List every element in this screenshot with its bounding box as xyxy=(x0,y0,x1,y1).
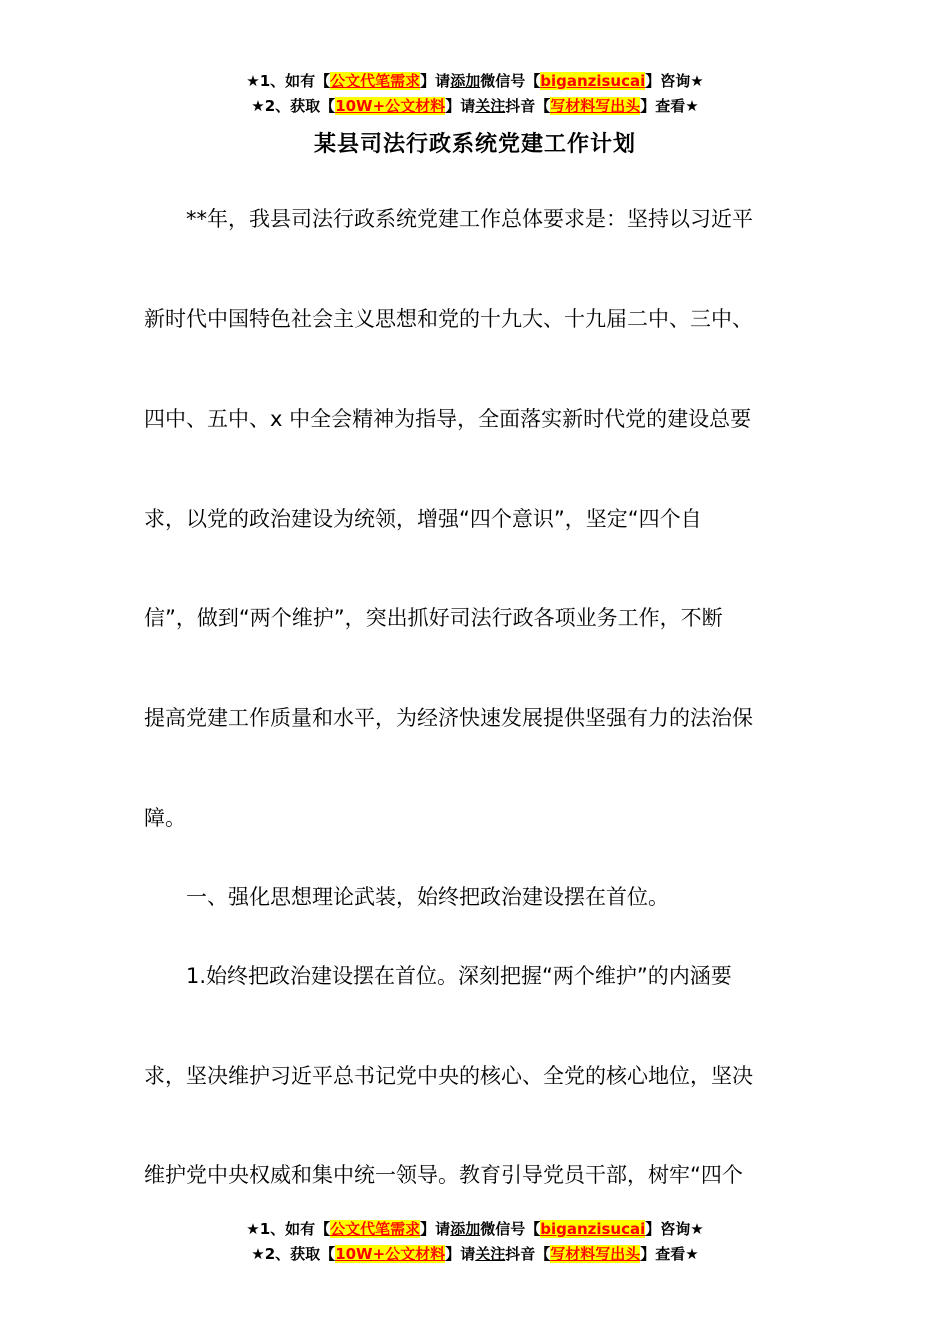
body-line: **年，我县司法行政系统党建工作总体要求是：坚持以习近平 xyxy=(144,207,753,231)
banner-text: ★1、如有【 xyxy=(246,1220,331,1238)
header-banner xyxy=(0,69,950,119)
banner-highlight-douyin: 写材料写出头 xyxy=(550,97,641,115)
banner-highlight-wechat: biganzisucai xyxy=(540,1220,646,1238)
banner-text: 微信号【 xyxy=(480,72,541,90)
banner-text: ★2、获取【 xyxy=(251,97,336,115)
body-line: 信”，做到“两个维护”，突出抓好司法行政各项业务工作，不断 xyxy=(144,606,723,630)
banner-text: 抖音【 xyxy=(505,97,551,115)
banner-highlight-service: 公文代笔需求 xyxy=(330,72,421,90)
banner-highlight-wechat: biganzisucai xyxy=(540,72,646,90)
banner-text: 】请 xyxy=(420,1220,451,1238)
banner-text: ★2、获取【 xyxy=(251,1245,336,1263)
banner-text: 】查看★ xyxy=(640,97,699,115)
banner-highlight-service: 公文代笔需求 xyxy=(330,1220,421,1238)
banner-line-2 xyxy=(0,94,950,119)
body-line: 维护党中央权威和集中统一领导。教育引导党员干部，树牢“四个 xyxy=(144,1163,743,1187)
banner-text: 】咨询★ xyxy=(645,72,704,90)
body-line: 提高党建工作质量和水平，为经济快速发展提供坚强有力的法治保 xyxy=(144,706,753,730)
body-line: 求，坚决维护习近平总书记党中央的核心、全党的核心地位，坚决 xyxy=(144,1064,753,1088)
banner-highlight-materials: 10W+公文材料 xyxy=(335,97,446,115)
banner-highlight-materials: 10W+公文材料 xyxy=(335,1245,446,1263)
banner-text: 】请 xyxy=(445,1245,476,1263)
banner-text: 】请 xyxy=(445,97,476,115)
banner-underline-follow: 关注 xyxy=(475,1245,506,1263)
banner-text: ★1、如有【 xyxy=(246,72,331,90)
banner-text: 】查看★ xyxy=(640,1245,699,1263)
body-line: 求，以党的政治建设为统领，增强“四个意识”，坚定“四个自 xyxy=(144,507,702,531)
document-title: 某县司法行政系统党建工作计划 xyxy=(313,132,636,157)
banner-text: 微信号【 xyxy=(480,1220,541,1238)
footer-banner xyxy=(0,1217,950,1267)
banner-text: 】请 xyxy=(420,72,451,90)
banner-line-2 xyxy=(0,1242,950,1267)
body-line: 障。 xyxy=(144,806,186,830)
body-line: 四中、五中、x 中全会精神为指导，全面落实新时代党的建设总要 xyxy=(144,407,752,431)
banner-line-1 xyxy=(0,69,950,94)
body-line: 新时代中国特色社会主义思想和党的十九大、十九届二中、三中、 xyxy=(144,307,753,331)
banner-highlight-douyin: 写材料写出头 xyxy=(550,1245,641,1263)
banner-line-1 xyxy=(0,1217,950,1242)
banner-underline-follow: 关注 xyxy=(475,97,506,115)
banner-underline-add: 添加 xyxy=(450,1220,481,1238)
section-heading: 一、强化思想理论武装，始终把政治建设摆在首位。 xyxy=(144,885,669,909)
banner-text: 抖音【 xyxy=(505,1245,551,1263)
banner-underline-add: 添加 xyxy=(450,72,481,90)
body-line: 1.始终把政治建设摆在首位。深刻把握“两个维护”的内涵要 xyxy=(144,964,732,988)
banner-text: 】咨询★ xyxy=(645,1220,704,1238)
